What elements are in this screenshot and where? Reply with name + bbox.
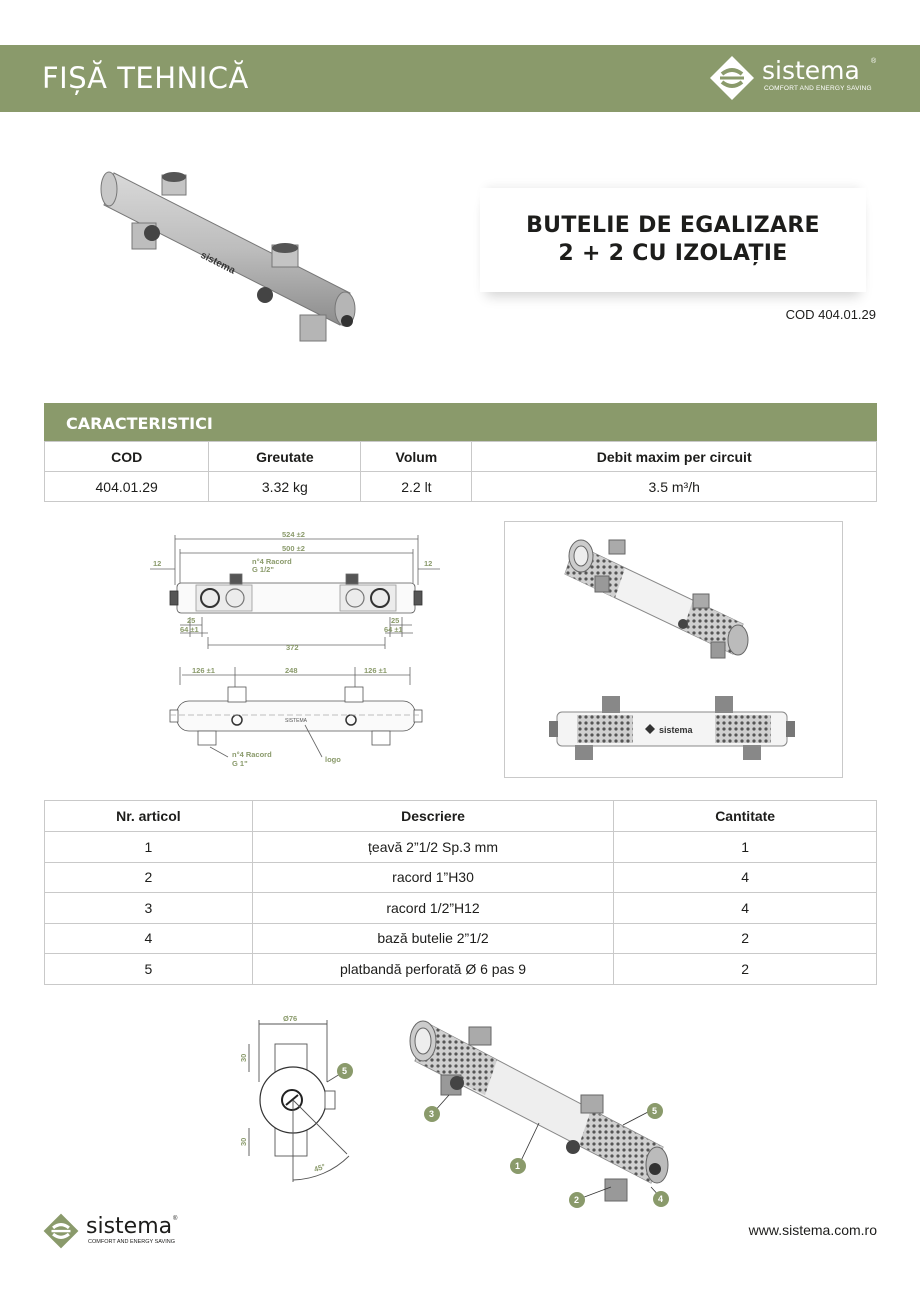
dim-248: 248 (285, 666, 298, 675)
callout-label: 2 (574, 1195, 580, 1205)
table-cell: 3.32 kg (209, 472, 361, 502)
sistema-logo-top (708, 54, 878, 102)
dim-25-right: 25 (391, 616, 400, 625)
callout-label: 4 (658, 1194, 664, 1204)
col-header: Descriere (252, 801, 614, 832)
table-row (45, 472, 877, 502)
brand-name: sistema (86, 1214, 173, 1239)
sistema-logo-icon (708, 54, 756, 102)
product-renders (504, 521, 843, 778)
logo-label: logo (325, 755, 341, 764)
product-image (100, 165, 362, 345)
col-header: Greutate (209, 442, 361, 472)
table-cell: 2 (614, 923, 877, 954)
col-header: Cantitate (614, 801, 877, 832)
callout-label: 3 (429, 1109, 435, 1119)
product-title-line2: 2 + 2 CU IZOLAȚIE (558, 241, 788, 266)
dim-64-left: 64 ±1 (180, 625, 199, 634)
product-title-box (480, 188, 866, 292)
callout-label: 5 (342, 1066, 348, 1076)
table-cell: 4 (614, 862, 877, 893)
dim-372: 372 (286, 643, 299, 652)
dim-30-top: 30 (239, 1053, 248, 1062)
table-cell: 4 (614, 893, 877, 924)
col-header: Nr. articol (45, 801, 253, 832)
technical-drawing (150, 525, 440, 775)
characteristics-heading: CARACTERISTICI (44, 403, 877, 441)
section-drawing (235, 1012, 360, 1192)
callout-label: 5 (652, 1106, 658, 1116)
dim-30-bottom: 30 (239, 1137, 248, 1146)
parts-section (44, 800, 877, 985)
table-cell: platbandă perforată Ø 6 pas 9 (252, 954, 614, 985)
dim-12-right: 12 (424, 559, 433, 568)
dim-12-left: 12 (153, 559, 162, 568)
dim-524: 524 ±2 (282, 530, 305, 539)
table-cell: 3 (45, 893, 253, 924)
table-cell: 1 (614, 832, 877, 863)
table-cell: 1 (45, 832, 253, 863)
dim-angle: 45° (312, 1161, 327, 1174)
characteristics-section (44, 403, 877, 502)
callout-label: 1 (515, 1161, 521, 1171)
racord-big-label-1: n°4 Racord (232, 750, 272, 759)
table-row (45, 862, 877, 893)
exploded-render (405, 1015, 680, 1215)
website-link[interactable]: www.sistema.com.ro (748, 1222, 877, 1238)
table-row (45, 893, 877, 924)
dim-25-left: 25 (187, 616, 196, 625)
registered-mark: ® (871, 58, 877, 65)
table-cell: bază butelie 2”1/2 (252, 923, 614, 954)
product-title-line1: BUTELIE DE EGALIZARE (526, 213, 820, 238)
characteristics-table (44, 441, 877, 502)
table-row (45, 923, 877, 954)
table-cell: 3.5 m³/h (472, 472, 877, 502)
table-cell: 404.01.29 (45, 472, 209, 502)
sistema-logo-bottom (42, 1212, 182, 1252)
col-header: Volum (361, 442, 472, 472)
product-body-logo: sistema (198, 249, 237, 277)
table-cell: 2.2 lt (361, 472, 472, 502)
sistema-logo-icon (42, 1212, 80, 1250)
racord-big-label-2: G 1" (232, 759, 248, 768)
table-cell: 4 (45, 923, 253, 954)
table-cell: racord 1/2”H12 (252, 893, 614, 924)
brand-tagline: COMFORT AND ENERGY SAVING (88, 1239, 175, 1245)
col-header: COD (45, 442, 209, 472)
page-title: FIȘĂ TEHNICĂ (42, 61, 249, 95)
registered-mark: ® (173, 1216, 178, 1222)
parts-table (44, 800, 877, 985)
racord-small-label-2: G 1/2" (252, 565, 274, 574)
render-body-logo: sistema (659, 725, 693, 735)
table-row (45, 954, 877, 985)
dim-126-right: 126 ±1 (364, 666, 387, 675)
col-header: Debit maxim per circuit (472, 442, 877, 472)
dim-500: 500 ±2 (282, 544, 305, 553)
drawing-body-text: SISTEMA (285, 718, 307, 724)
dim-diameter: Ø76 (283, 1014, 298, 1023)
table-cell: 2 (614, 954, 877, 985)
table-cell: 5 (45, 954, 253, 985)
table-cell: 2 (45, 862, 253, 893)
racord-small-label-1: n°4 Racord (252, 557, 292, 566)
table-row (45, 832, 877, 863)
product-code: COD 404.01.29 (785, 307, 876, 322)
dim-64-right: 64 ±1 (384, 625, 403, 634)
brand-tagline: COMFORT AND ENERGY SAVING (764, 85, 872, 92)
dim-126-left: 126 ±1 (192, 666, 215, 675)
table-cell: țeavă 2”1/2 Sp.3 mm (252, 832, 614, 863)
brand-name: sistema (762, 56, 860, 85)
table-cell: racord 1”H30 (252, 862, 614, 893)
